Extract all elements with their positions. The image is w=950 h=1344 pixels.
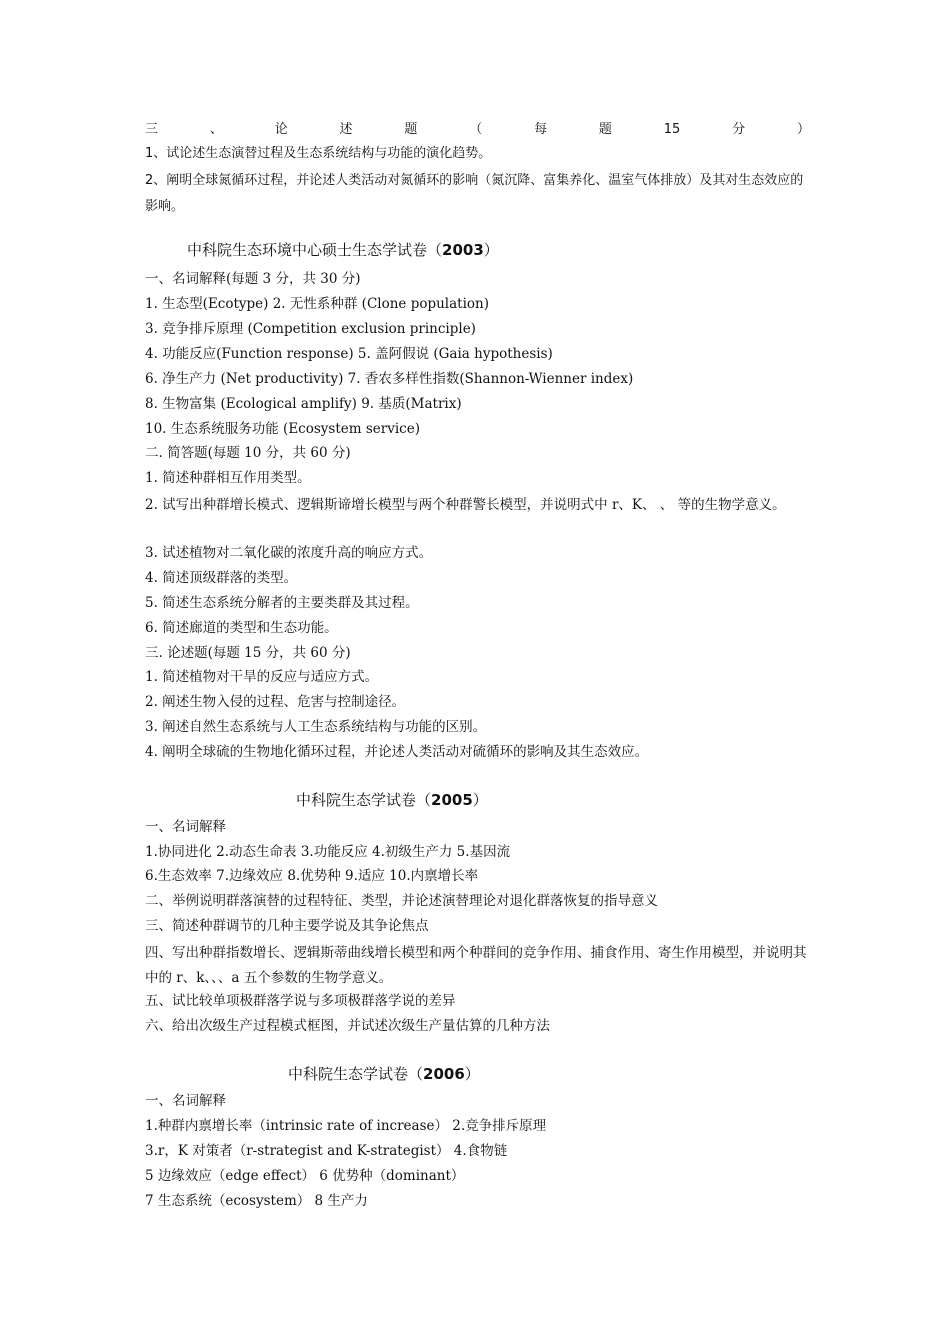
text-line: 3. 阐述自然生态系统与人工生态系统结构与功能的区别。 — [145, 719, 487, 735]
text-line: 4. 功能反应(Function response) 5. 盖阿假说 (Gaia hypothesis) — [145, 346, 553, 362]
text-line: 三、简述种群调节的几种主要学说及其争论焦点 — [145, 918, 429, 934]
text-line: 1. 简述植物对干旱的反应与适应方式。 — [145, 669, 379, 685]
heading-char: ） — [796, 122, 810, 137]
text-line: 四、写出种群指数增长、逻辑斯蒂曲线增长模型和两个种群间的竞争作用、捕食作用、寄生作用模型，并说明其中的 r、k、、、a 五个参数的生物学意义。 — [145, 945, 807, 986]
text-line: 六、给出次级生产过程模式框图，并试述次级生产量估算的几种方法 — [145, 1018, 550, 1034]
heading-char: 、 — [209, 122, 223, 137]
text-line: 6.生态效率 7.边缘效应 8.优势种 9.适应 10.内禀增长率 — [145, 868, 479, 884]
text-line: 3.r，K 对策者（r-strategist and K-strategist） 4.食物链 — [145, 1143, 508, 1159]
text-line: 一、名词解释 — [145, 819, 226, 835]
text-line: 1.协同进化 2.动态生命表 3.功能反应 4.初级生产力 5.基因流 — [145, 844, 511, 860]
exam-2005-title: 中科院生态学试卷（2005） — [296, 791, 488, 809]
heading-char: 论 — [274, 122, 288, 137]
heading-char: 15 — [663, 122, 681, 137]
exam-2006-title: 中科院生态学试卷（2006） — [288, 1065, 480, 1083]
text-line: 8. 生物富集 (Ecological amplify) 9. 基质(Matrix) — [145, 396, 462, 412]
heading-char: 三 — [145, 122, 159, 137]
text-line: 3. 竞争排斥原理 (Competition exclusion principle) — [145, 321, 476, 337]
heading-char: 每 — [534, 122, 548, 137]
heading-char: 题 — [404, 122, 418, 137]
text-line: 一、名词解释(每题 3 分，共 30 分) — [145, 271, 361, 287]
text-line: 10. 生态系统服务功能 (Ecosystem service) — [145, 421, 420, 437]
text-line: 4. 简述顶级群落的类型。 — [145, 570, 298, 586]
text-line: 一、名词解释 — [145, 1093, 226, 1109]
essay-heading — [145, 120, 810, 140]
essay-question-2: 2、阐明全球氮循环过程，并论述人类活动对氮循环的影响（氮沉降、富集养化、温室气体排放）及其对生态效应的影响。 — [145, 173, 804, 214]
text-line: 1.种群内禀增长率（intrinsic rate of increase） 2.竞争排斥原理 — [145, 1118, 547, 1134]
text-line: 1. 生态型(Ecotype) 2. 无性系种群 (Clone population) — [145, 296, 490, 312]
heading-char: 题 — [598, 122, 612, 137]
text-line: 6. 简述廊道的类型和生态功能。 — [145, 620, 338, 636]
text-line: 5. 简述生态系统分解者的主要类群及其过程。 — [145, 595, 419, 611]
text-line: 3. 试述植物对二氧化碳的浓度升高的响应方式。 — [145, 545, 433, 561]
text-line: 二、举例说明群落演替的过程特征、类型，并论述演替理论对退化群落恢复的指导意义 — [145, 893, 658, 909]
text-line: 6. 净生产力 (Net productivity) 7. 香农多样性指数(Shannon-Wienner index) — [145, 371, 634, 387]
text-line: 7 生态系统（ecosystem） 8 生产力 — [145, 1193, 368, 1209]
heading-char: （ — [469, 122, 483, 137]
text-line: 1. 简述种群相互作用类型。 — [145, 470, 311, 486]
text-line: 2. 阐述生物入侵的过程、危害与控制途径。 — [145, 694, 406, 710]
text-line: 五、试比较单项极群落学说与多项极群落学说的差异 — [145, 993, 456, 1009]
exam-2003-title: 中科院生态环境中心硕士生态学试卷（2003） — [187, 241, 499, 259]
text-line: 二. 简答题(每题 10 分，共 60 分) — [145, 445, 351, 461]
essay-question-1: 1、试论述生态演替过程及生态系统结构与功能的演化趋势。 — [145, 146, 492, 161]
heading-char: 分 — [732, 122, 746, 137]
text-line: 4. 阐明全球硫的生物地化循环过程，并论述人类活动对硫循环的影响及其生态效应。 — [145, 744, 649, 760]
text-line: 5 边缘效应（edge effect） 6 优势种（dominant） — [145, 1168, 465, 1184]
heading-char: 述 — [339, 122, 353, 137]
text-line: 三. 论述题(每题 15 分，共 60 分) — [145, 645, 351, 661]
text-line: 2. 试写出种群增长模式、逻辑斯谛增长模型与两个种群警长模型，并说明式中 r、K、 、 等的生物学意义。 — [145, 497, 786, 513]
